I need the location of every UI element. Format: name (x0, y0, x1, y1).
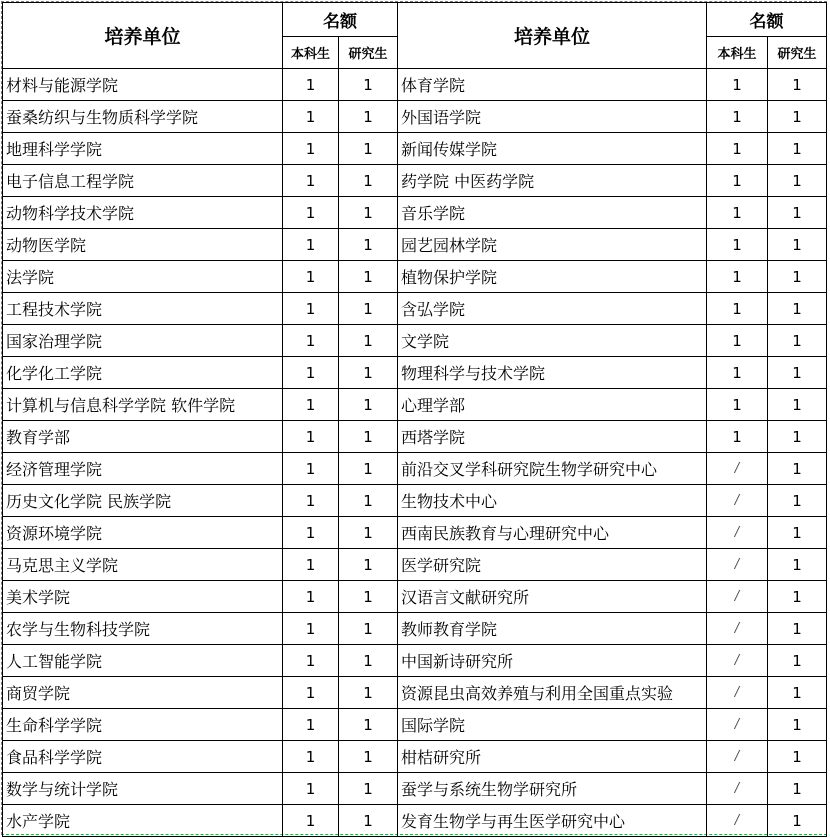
grad-count-right: 1 (768, 101, 827, 133)
undergrad-count-right: / (707, 581, 768, 613)
unit-name-right: 国际学院 (398, 709, 707, 741)
undergrad-count-right: 1 (707, 357, 768, 389)
table-row (3, 677, 827, 709)
table-row (3, 325, 827, 357)
undergrad-count-right: 1 (707, 389, 768, 421)
undergrad-count-left: 1 (283, 517, 339, 549)
grad-count-left: 1 (339, 357, 398, 389)
unit-name-right: 新闻传媒学院 (398, 133, 707, 165)
unit-name-left: 数学与统计学院 (3, 773, 283, 805)
table-row (3, 581, 827, 613)
undergrad-count-right: 1 (707, 325, 768, 357)
grad-count-right: 1 (768, 165, 827, 197)
unit-name-left: 资源环境学院 (3, 517, 283, 549)
table-row (3, 261, 827, 293)
header-grad-right: 研究生 (768, 37, 827, 69)
undergrad-count-left: 1 (283, 133, 339, 165)
grad-count-right: 1 (768, 325, 827, 357)
grad-count-left: 1 (339, 709, 398, 741)
grad-count-left: 1 (339, 69, 398, 101)
undergrad-count-right: / (707, 709, 768, 741)
grad-count-left: 1 (339, 165, 398, 197)
undergrad-count-right: / (707, 741, 768, 773)
unit-name-right: 植物保护学院 (398, 261, 707, 293)
unit-name-right: 资源昆虫高效养殖与利用全国重点实验 (398, 677, 707, 709)
grad-count-left: 1 (339, 517, 398, 549)
unit-name-right: 前沿交叉学科研究院生物学研究中心 (398, 453, 707, 485)
unit-name-left: 食品科学学院 (3, 741, 283, 773)
grad-count-left: 1 (339, 581, 398, 613)
grad-count-right: 1 (768, 677, 827, 709)
table-row (3, 421, 827, 453)
unit-name-left: 人工智能学院 (3, 645, 283, 677)
unit-name-right: 心理学部 (398, 389, 707, 421)
unit-name-right: 外国语学院 (398, 101, 707, 133)
undergrad-count-left: 1 (283, 101, 339, 133)
grad-count-left: 1 (339, 677, 398, 709)
grad-count-left: 1 (339, 645, 398, 677)
undergrad-count-left: 1 (283, 709, 339, 741)
table-row (3, 517, 827, 549)
unit-name-left: 美术学院 (3, 581, 283, 613)
table-row (3, 613, 827, 645)
unit-name-left: 化学化工学院 (3, 357, 283, 389)
unit-name-right: 体育学院 (398, 69, 707, 101)
grad-count-right: 1 (768, 133, 827, 165)
grad-count-left: 1 (339, 261, 398, 293)
undergrad-count-right: 1 (707, 69, 768, 101)
unit-name-left: 法学院 (3, 261, 283, 293)
table-row (3, 69, 827, 101)
table-row (3, 357, 827, 389)
undergrad-count-right: 1 (707, 293, 768, 325)
table-row (3, 805, 827, 837)
unit-name-left: 商贸学院 (3, 677, 283, 709)
grad-count-right: 1 (768, 229, 827, 261)
grad-count-right: 1 (768, 645, 827, 677)
undergrad-count-left: 1 (283, 581, 339, 613)
unit-name-left: 农学与生物科技学院 (3, 613, 283, 645)
unit-name-left: 动物科学技术学院 (3, 197, 283, 229)
table-row (3, 485, 827, 517)
unit-name-right: 教师教育学院 (398, 613, 707, 645)
table-row (3, 645, 827, 677)
header-unit-left: 培养单位 (3, 3, 283, 69)
grad-count-right: 1 (768, 805, 827, 837)
unit-name-left: 生命科学学院 (3, 709, 283, 741)
undergrad-count-right: 1 (707, 261, 768, 293)
unit-name-right: 汉语言文献研究所 (398, 581, 707, 613)
grad-count-left: 1 (339, 453, 398, 485)
undergrad-count-left: 1 (283, 229, 339, 261)
grad-count-left: 1 (339, 293, 398, 325)
grad-count-left: 1 (339, 421, 398, 453)
undergrad-count-right: / (707, 805, 768, 837)
undergrad-count-right: 1 (707, 101, 768, 133)
undergrad-count-left: 1 (283, 805, 339, 837)
unit-name-left: 工程技术学院 (3, 293, 283, 325)
undergrad-count-right: / (707, 517, 768, 549)
undergrad-count-right: 1 (707, 421, 768, 453)
unit-name-right: 西塔学院 (398, 421, 707, 453)
unit-name-left: 计算机与信息科学学院 软件学院 (3, 389, 283, 421)
table-row (3, 133, 827, 165)
undergrad-count-left: 1 (283, 261, 339, 293)
undergrad-count-left: 1 (283, 613, 339, 645)
grad-count-left: 1 (339, 805, 398, 837)
undergrad-count-right: 1 (707, 229, 768, 261)
undergrad-count-left: 1 (283, 549, 339, 581)
table-body (3, 69, 827, 837)
grad-count-right: 1 (768, 261, 827, 293)
grad-count-right: 1 (768, 197, 827, 229)
grad-count-left: 1 (339, 773, 398, 805)
grad-count-left: 1 (339, 101, 398, 133)
undergrad-count-right: 1 (707, 197, 768, 229)
unit-name-right: 物理科学与技术学院 (398, 357, 707, 389)
header-undergrad-right: 本科生 (707, 37, 768, 69)
undergrad-count-right: / (707, 613, 768, 645)
undergrad-count-right: / (707, 773, 768, 805)
undergrad-count-left: 1 (283, 197, 339, 229)
undergrad-count-left: 1 (283, 325, 339, 357)
unit-name-right: 园艺园林学院 (398, 229, 707, 261)
grad-count-right: 1 (768, 485, 827, 517)
undergrad-count-right: / (707, 549, 768, 581)
grad-count-left: 1 (339, 197, 398, 229)
unit-name-left: 水产学院 (3, 805, 283, 837)
table-row (3, 709, 827, 741)
unit-name-right: 中国新诗研究所 (398, 645, 707, 677)
unit-name-right: 蚕学与系统生物学研究所 (398, 773, 707, 805)
undergrad-count-left: 1 (283, 485, 339, 517)
table-row (3, 453, 827, 485)
unit-name-right: 发育生物学与再生医学研究中心 (398, 805, 707, 837)
undergrad-count-right: / (707, 485, 768, 517)
grad-count-left: 1 (339, 389, 398, 421)
grad-count-right: 1 (768, 741, 827, 773)
unit-name-left: 蚕桑纺织与生物质科学学院 (3, 101, 283, 133)
undergrad-count-left: 1 (283, 453, 339, 485)
grad-count-right: 1 (768, 357, 827, 389)
unit-name-right: 音乐学院 (398, 197, 707, 229)
table-row (3, 229, 827, 261)
unit-name-left: 电子信息工程学院 (3, 165, 283, 197)
grad-count-left: 1 (339, 229, 398, 261)
undergrad-count-left: 1 (283, 421, 339, 453)
table-row (3, 773, 827, 805)
grad-count-left: 1 (339, 325, 398, 357)
undergrad-count-left: 1 (283, 677, 339, 709)
unit-name-right: 西南民族教育与心理研究中心 (398, 517, 707, 549)
unit-name-left: 教育学部 (3, 421, 283, 453)
undergrad-count-right: / (707, 677, 768, 709)
grad-count-right: 1 (768, 69, 827, 101)
table-row (3, 389, 827, 421)
header-quota-right: 名额 (707, 3, 827, 37)
grad-count-right: 1 (768, 293, 827, 325)
unit-name-left: 历史文化学院 民族学院 (3, 485, 283, 517)
unit-name-left: 材料与能源学院 (3, 69, 283, 101)
grad-count-left: 1 (339, 485, 398, 517)
header-quota-left: 名额 (283, 3, 398, 37)
grad-count-right: 1 (768, 709, 827, 741)
undergrad-count-right: 1 (707, 133, 768, 165)
grad-count-right: 1 (768, 517, 827, 549)
unit-name-right: 药学院 中医药学院 (398, 165, 707, 197)
table-row (3, 549, 827, 581)
header-unit-right: 培养单位 (398, 3, 707, 69)
grad-count-right: 1 (768, 453, 827, 485)
grad-count-right: 1 (768, 421, 827, 453)
unit-name-right: 含弘学院 (398, 293, 707, 325)
grad-count-right: 1 (768, 581, 827, 613)
unit-name-right: 柑桔研究所 (398, 741, 707, 773)
quota-table (2, 2, 827, 837)
undergrad-count-right: / (707, 645, 768, 677)
undergrad-count-left: 1 (283, 69, 339, 101)
table-row (3, 197, 827, 229)
table-row (3, 293, 827, 325)
unit-name-left: 经济管理学院 (3, 453, 283, 485)
unit-name-left: 地理科学学院 (3, 133, 283, 165)
grad-count-right: 1 (768, 613, 827, 645)
grad-count-left: 1 (339, 549, 398, 581)
undergrad-count-right: 1 (707, 165, 768, 197)
unit-name-left: 国家治理学院 (3, 325, 283, 357)
table-row (3, 741, 827, 773)
undergrad-count-left: 1 (283, 357, 339, 389)
grad-count-left: 1 (339, 133, 398, 165)
unit-name-left: 动物医学院 (3, 229, 283, 261)
table-row (3, 165, 827, 197)
unit-name-right: 生物技术中心 (398, 485, 707, 517)
grad-count-right: 1 (768, 549, 827, 581)
grad-count-right: 1 (768, 389, 827, 421)
grad-count-left: 1 (339, 741, 398, 773)
grad-count-left: 1 (339, 613, 398, 645)
undergrad-count-left: 1 (283, 165, 339, 197)
grad-count-right: 1 (768, 773, 827, 805)
unit-name-right: 医学研究院 (398, 549, 707, 581)
unit-name-right: 文学院 (398, 325, 707, 357)
header-grad-left: 研究生 (339, 37, 398, 69)
header-undergrad-left: 本科生 (283, 37, 339, 69)
undergrad-count-right: / (707, 453, 768, 485)
undergrad-count-left: 1 (283, 293, 339, 325)
unit-name-left: 马克思主义学院 (3, 549, 283, 581)
table-row (3, 101, 827, 133)
undergrad-count-left: 1 (283, 645, 339, 677)
undergrad-count-left: 1 (283, 389, 339, 421)
undergrad-count-left: 1 (283, 773, 339, 805)
undergrad-count-left: 1 (283, 741, 339, 773)
